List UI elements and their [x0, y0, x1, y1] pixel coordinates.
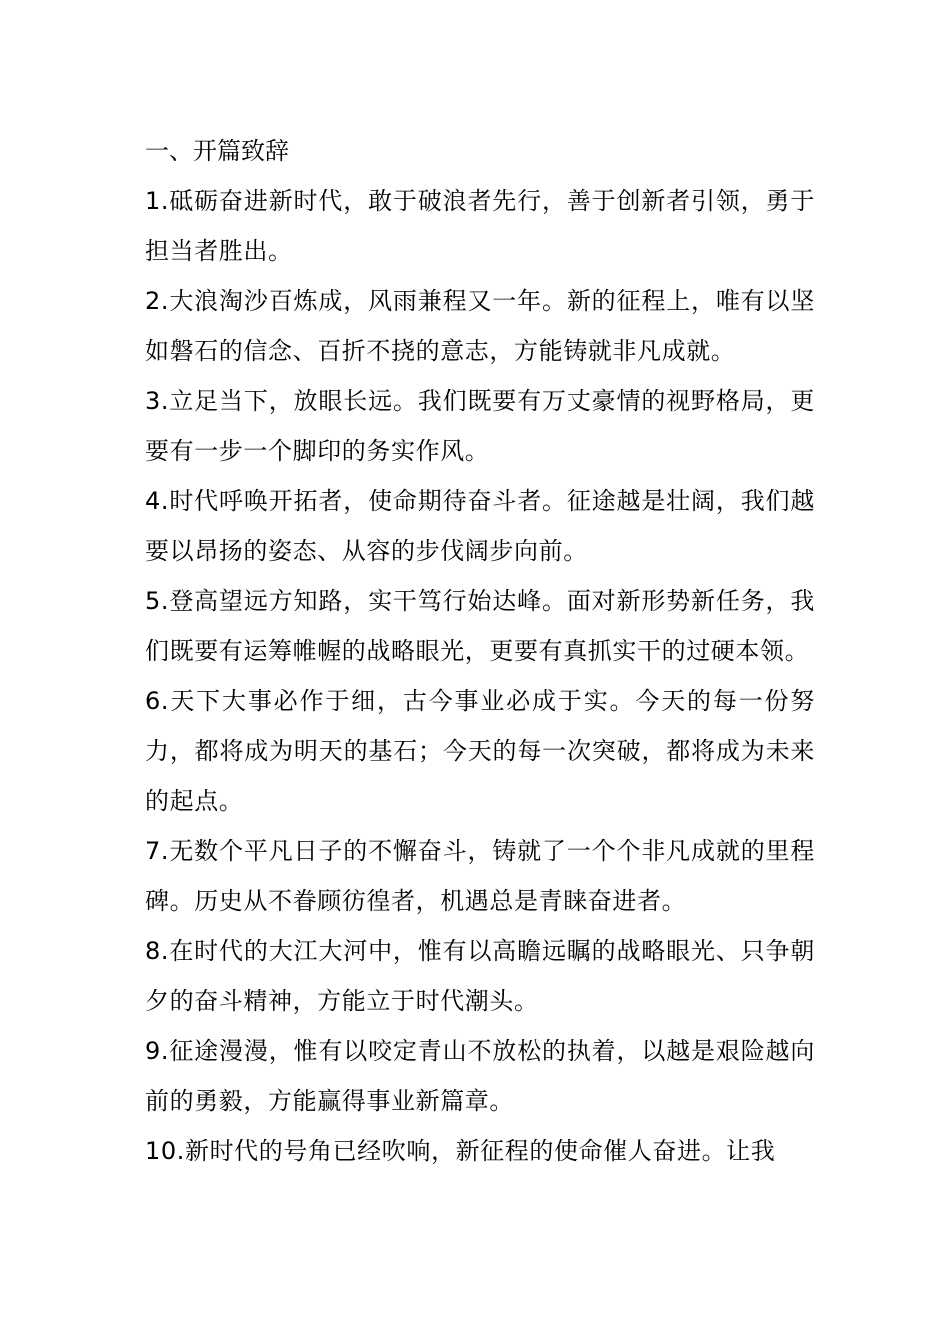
- paragraph-3: 3.立足当下，放眼长远。我们既要有万丈豪情的视野格局，更要有一步一个脚印的务实作风。: [145, 387, 815, 465]
- paragraph-1: 1.砥砺奋进新时代，敢于破浪者先行，善于创新者引领，勇于担当者胜出。: [145, 187, 815, 265]
- paragraph-8: 8.在时代的大江大河中，惟有以高瞻远瞩的战略眼光、只争朝夕的奋斗精神，方能立于时代潮头。: [145, 937, 815, 1015]
- paragraph-10: 10.新时代的号角已经吹响，新征程的使命催人奋进。让我: [145, 1137, 776, 1165]
- paragraph-6: 6.天下大事必作于细，古今事业必成于实。今天的每一份努力，都将成为明天的基石；今天的每一次突破，都将成为未来的起点。: [145, 687, 815, 815]
- paragraph-4: 4.时代呼唤开拓者，使命期待奋斗者。征途越是壮阔，我们越要以昂扬的姿态、从容的步伐阔步向前。: [145, 487, 815, 565]
- paragraph-9: 9.征途漫漫，惟有以咬定青山不放松的执着，以越是艰险越向前的勇毅，方能赢得事业新篇章。: [145, 1037, 815, 1115]
- section-heading: 一、开篇致辞: [145, 137, 289, 165]
- document-page: [145, 126, 815, 1176]
- paragraph-2: 2.大浪淘沙百炼成，风雨兼程又一年。新的征程上，唯有以坚如磐石的信念、百折不挠的意志，方能铸就非凡成就。: [145, 287, 815, 365]
- paragraph-5: 5.登高望远方知路，实干笃行始达峰。面对新形势新任务，我们既要有运筹帷幄的战略眼光，更要有真抓实干的过硬本领。: [145, 587, 815, 665]
- paragraph-7: 7.无数个平凡日子的不懈奋斗，铸就了一个个非凡成就的里程碑。历史从不眷顾彷徨者，机遇总是青睐奋进者。: [145, 837, 815, 915]
